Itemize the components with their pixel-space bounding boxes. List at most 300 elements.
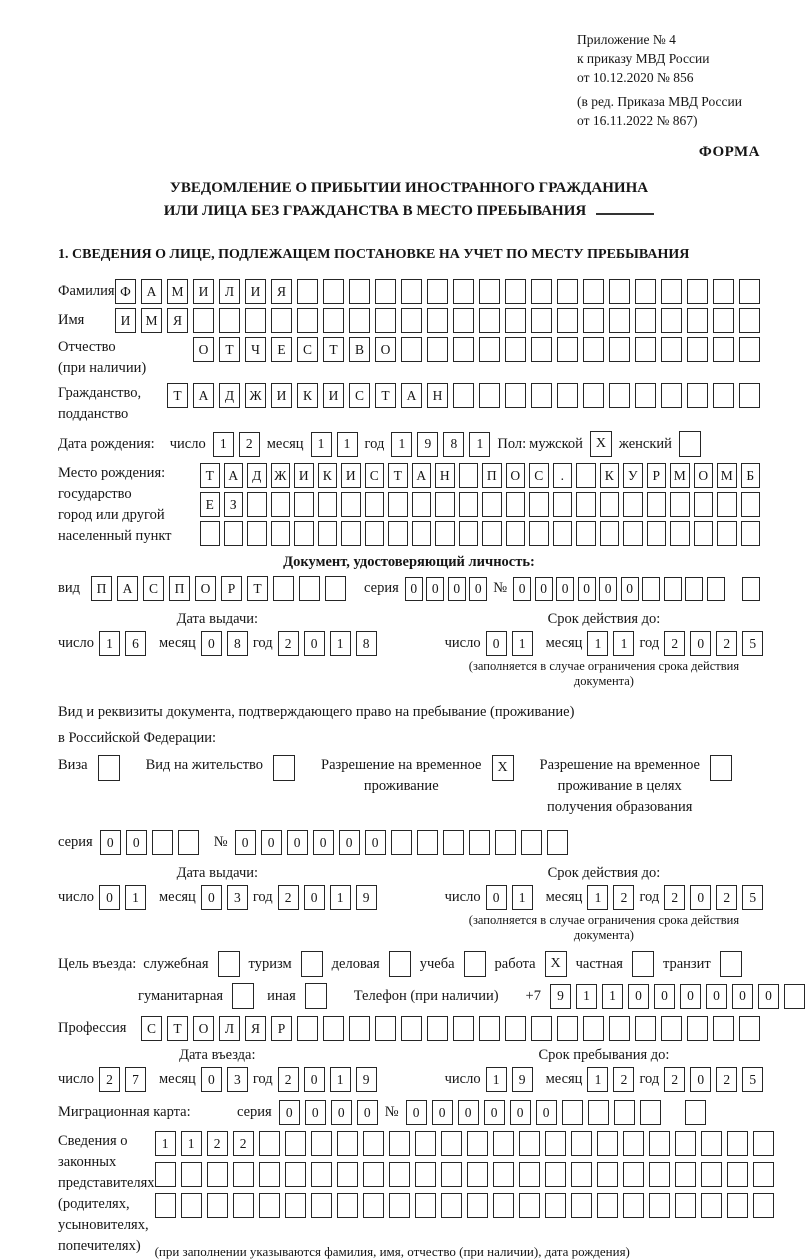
char-box[interactable] [337, 1193, 358, 1218]
char-box[interactable]: 2 [278, 885, 299, 910]
char-box[interactable]: 0 [304, 885, 325, 910]
char-box[interactable]: 0 [99, 885, 120, 910]
char-box[interactable] [365, 521, 385, 546]
char-box[interactable]: И [341, 463, 361, 488]
char-box[interactable] [661, 1016, 682, 1041]
char-box[interactable] [285, 1193, 306, 1218]
char-box[interactable]: X [590, 431, 612, 457]
char-box[interactable]: 0 [535, 577, 553, 601]
blank-underline[interactable] [596, 201, 654, 215]
char-box[interactable]: П [169, 576, 190, 601]
char-box[interactable] [727, 1131, 748, 1156]
char-box[interactable] [588, 1100, 609, 1125]
char-box[interactable] [435, 492, 455, 517]
char-box[interactable] [155, 1193, 176, 1218]
char-box[interactable] [311, 1193, 332, 1218]
char-box[interactable]: Л [219, 1016, 240, 1041]
char-box[interactable] [259, 1162, 280, 1187]
char-box[interactable] [285, 1162, 306, 1187]
char-box[interactable] [427, 337, 448, 362]
char-box[interactable]: К [318, 463, 338, 488]
char-box[interactable] [635, 1016, 656, 1041]
char-box[interactable] [341, 492, 361, 517]
char-box[interactable]: Я [271, 279, 292, 304]
char-box[interactable]: 0 [448, 577, 466, 601]
char-box[interactable] [661, 383, 682, 408]
char-box[interactable]: 0 [513, 577, 531, 601]
char-box[interactable] [739, 279, 760, 304]
char-box[interactable] [412, 492, 432, 517]
char-box[interactable]: Т [167, 1016, 188, 1041]
char-box[interactable]: 1 [99, 631, 120, 656]
char-box[interactable] [529, 521, 549, 546]
char-box[interactable]: 2 [716, 631, 737, 656]
char-box[interactable] [571, 1193, 592, 1218]
char-box[interactable]: И [323, 383, 344, 408]
char-box[interactable] [443, 830, 464, 855]
char-box[interactable]: 3 [227, 885, 248, 910]
char-box[interactable] [311, 1162, 332, 1187]
char-box[interactable]: 0 [680, 984, 701, 1009]
char-box[interactable] [670, 521, 690, 546]
char-box[interactable]: 1 [602, 984, 623, 1009]
char-box[interactable] [415, 1162, 436, 1187]
char-box[interactable] [576, 463, 596, 488]
char-box[interactable]: 0 [406, 1100, 427, 1125]
char-box[interactable] [632, 951, 654, 977]
char-box[interactable]: 0 [654, 984, 675, 1009]
char-box[interactable]: 1 [330, 631, 351, 656]
char-box[interactable]: 2 [278, 1067, 299, 1092]
char-box[interactable]: 0 [201, 1067, 222, 1092]
char-box[interactable]: Т [219, 337, 240, 362]
char-box[interactable] [219, 308, 240, 333]
char-box[interactable]: А [193, 383, 214, 408]
char-box[interactable] [571, 1131, 592, 1156]
char-box[interactable]: Т [375, 383, 396, 408]
char-box[interactable] [469, 830, 490, 855]
char-box[interactable]: О [506, 463, 526, 488]
char-box[interactable]: И [115, 308, 136, 333]
char-box[interactable] [259, 1131, 280, 1156]
char-box[interactable]: О [694, 463, 714, 488]
char-box[interactable] [401, 279, 422, 304]
char-box[interactable] [710, 755, 732, 781]
char-box[interactable] [415, 1131, 436, 1156]
char-box[interactable]: 0 [100, 830, 121, 855]
char-box[interactable] [323, 308, 344, 333]
char-box[interactable]: Ж [271, 463, 291, 488]
char-box[interactable] [318, 492, 338, 517]
char-box[interactable] [597, 1131, 618, 1156]
char-box[interactable] [467, 1131, 488, 1156]
char-box[interactable] [453, 383, 474, 408]
char-box[interactable] [482, 492, 502, 517]
char-box[interactable]: 7 [125, 1067, 146, 1092]
char-box[interactable] [642, 577, 660, 601]
char-box[interactable] [720, 951, 742, 977]
char-box[interactable]: О [193, 337, 214, 362]
char-box[interactable] [557, 279, 578, 304]
char-box[interactable] [519, 1131, 540, 1156]
char-box[interactable] [600, 492, 620, 517]
char-box[interactable]: Я [167, 308, 188, 333]
char-box[interactable]: С [297, 337, 318, 362]
char-box[interactable] [299, 576, 320, 601]
char-box[interactable]: 0 [599, 577, 617, 601]
char-box[interactable] [467, 1162, 488, 1187]
char-box[interactable]: 0 [339, 830, 360, 855]
char-box[interactable]: 0 [126, 830, 147, 855]
char-box[interactable] [459, 463, 479, 488]
char-box[interactable]: А [141, 279, 162, 304]
char-box[interactable]: 0 [621, 577, 639, 601]
char-box[interactable] [640, 1100, 661, 1125]
char-box[interactable] [739, 308, 760, 333]
char-box[interactable]: О [195, 576, 216, 601]
char-box[interactable] [193, 308, 214, 333]
char-box[interactable] [218, 951, 240, 977]
char-box[interactable]: С [349, 383, 370, 408]
char-box[interactable] [519, 1162, 540, 1187]
char-box[interactable]: 2 [664, 885, 685, 910]
char-box[interactable]: О [193, 1016, 214, 1041]
char-box[interactable]: 1 [391, 432, 412, 457]
char-box[interactable] [341, 521, 361, 546]
char-box[interactable] [479, 337, 500, 362]
char-box[interactable]: 0 [313, 830, 334, 855]
char-box[interactable]: 0 [426, 577, 444, 601]
char-box[interactable]: Т [323, 337, 344, 362]
char-box[interactable] [224, 521, 244, 546]
char-box[interactable] [545, 1162, 566, 1187]
char-box[interactable]: 0 [556, 577, 574, 601]
char-box[interactable]: 1 [587, 1067, 608, 1092]
char-box[interactable] [713, 337, 734, 362]
char-box[interactable] [649, 1131, 670, 1156]
char-box[interactable] [349, 308, 370, 333]
char-box[interactable] [647, 521, 667, 546]
char-box[interactable] [727, 1162, 748, 1187]
char-box[interactable] [661, 279, 682, 304]
char-box[interactable] [427, 279, 448, 304]
char-box[interactable]: 9 [417, 432, 438, 457]
char-box[interactable] [529, 492, 549, 517]
char-box[interactable] [389, 1193, 410, 1218]
char-box[interactable]: X [492, 755, 514, 781]
char-box[interactable]: Н [427, 383, 448, 408]
char-box[interactable] [323, 1016, 344, 1041]
char-box[interactable] [597, 1193, 618, 1218]
char-box[interactable]: С [141, 1016, 162, 1041]
char-box[interactable] [349, 1016, 370, 1041]
char-box[interactable] [435, 521, 455, 546]
char-box[interactable]: 5 [742, 885, 763, 910]
char-box[interactable] [623, 492, 643, 517]
char-box[interactable] [741, 492, 761, 517]
char-box[interactable]: 0 [628, 984, 649, 1009]
char-box[interactable] [553, 521, 573, 546]
char-box[interactable]: Л [219, 279, 240, 304]
char-box[interactable]: П [482, 463, 502, 488]
char-box[interactable] [98, 755, 120, 781]
char-box[interactable]: Р [271, 1016, 292, 1041]
char-box[interactable] [479, 308, 500, 333]
char-box[interactable]: 2 [239, 432, 260, 457]
char-box[interactable] [271, 492, 291, 517]
char-box[interactable]: 0 [578, 577, 596, 601]
char-box[interactable]: 0 [432, 1100, 453, 1125]
char-box[interactable] [232, 983, 254, 1009]
char-box[interactable]: 1 [486, 1067, 507, 1092]
char-box[interactable]: 0 [201, 885, 222, 910]
char-box[interactable] [609, 308, 630, 333]
char-box[interactable] [155, 1162, 176, 1187]
char-box[interactable]: Т [388, 463, 408, 488]
char-box[interactable] [415, 1193, 436, 1218]
char-box[interactable]: 0 [536, 1100, 557, 1125]
char-box[interactable] [178, 830, 199, 855]
char-box[interactable] [664, 577, 682, 601]
char-box[interactable] [753, 1162, 774, 1187]
char-box[interactable] [670, 492, 690, 517]
char-box[interactable]: 9 [356, 1067, 377, 1092]
char-box[interactable] [701, 1131, 722, 1156]
char-box[interactable] [459, 492, 479, 517]
char-box[interactable]: 1 [613, 631, 634, 656]
char-box[interactable] [482, 521, 502, 546]
char-box[interactable]: И [193, 279, 214, 304]
char-box[interactable] [181, 1193, 202, 1218]
char-box[interactable]: 2 [99, 1067, 120, 1092]
char-box[interactable] [453, 308, 474, 333]
char-box[interactable] [753, 1193, 774, 1218]
char-box[interactable]: 1 [587, 631, 608, 656]
char-box[interactable]: Д [247, 463, 267, 488]
char-box[interactable] [675, 1162, 696, 1187]
char-box[interactable] [649, 1162, 670, 1187]
char-box[interactable] [479, 279, 500, 304]
char-box[interactable] [623, 1162, 644, 1187]
char-box[interactable]: 1 [330, 885, 351, 910]
char-box[interactable] [675, 1131, 696, 1156]
char-box[interactable]: 0 [469, 577, 487, 601]
char-box[interactable] [505, 337, 526, 362]
char-box[interactable]: 0 [201, 631, 222, 656]
char-box[interactable] [401, 308, 422, 333]
char-box[interactable] [713, 1016, 734, 1041]
char-box[interactable] [305, 983, 327, 1009]
char-box[interactable] [427, 308, 448, 333]
char-box[interactable] [576, 492, 596, 517]
char-box[interactable]: 1 [337, 432, 358, 457]
char-box[interactable] [259, 1193, 280, 1218]
char-box[interactable] [687, 337, 708, 362]
char-box[interactable] [363, 1162, 384, 1187]
char-box[interactable] [323, 279, 344, 304]
char-box[interactable] [388, 492, 408, 517]
char-box[interactable] [271, 308, 292, 333]
char-box[interactable]: 1 [213, 432, 234, 457]
char-box[interactable] [609, 337, 630, 362]
char-box[interactable] [583, 308, 604, 333]
char-box[interactable]: 1 [181, 1131, 202, 1156]
char-box[interactable]: 8 [356, 631, 377, 656]
char-box[interactable]: А [401, 383, 422, 408]
char-box[interactable] [505, 308, 526, 333]
char-box[interactable] [557, 1016, 578, 1041]
char-box[interactable] [742, 577, 760, 601]
char-box[interactable]: Е [200, 492, 220, 517]
char-box[interactable]: 2 [664, 1067, 685, 1092]
char-box[interactable] [647, 492, 667, 517]
char-box[interactable]: О [375, 337, 396, 362]
char-box[interactable] [741, 521, 761, 546]
char-box[interactable]: 0 [357, 1100, 378, 1125]
char-box[interactable] [441, 1193, 462, 1218]
char-box[interactable] [391, 830, 412, 855]
char-box[interactable] [207, 1193, 228, 1218]
char-box[interactable]: . [553, 463, 573, 488]
char-box[interactable] [325, 576, 346, 601]
char-box[interactable] [583, 337, 604, 362]
char-box[interactable] [297, 1016, 318, 1041]
char-box[interactable]: 0 [405, 577, 423, 601]
char-box[interactable] [247, 521, 267, 546]
char-box[interactable] [687, 279, 708, 304]
char-box[interactable]: 0 [706, 984, 727, 1009]
char-box[interactable] [375, 1016, 396, 1041]
char-box[interactable]: 0 [365, 830, 386, 855]
char-box[interactable] [363, 1131, 384, 1156]
char-box[interactable]: 5 [742, 1067, 763, 1092]
char-box[interactable]: 9 [550, 984, 571, 1009]
char-box[interactable] [571, 1162, 592, 1187]
char-box[interactable] [576, 521, 596, 546]
char-box[interactable] [441, 1131, 462, 1156]
char-box[interactable]: 0 [304, 1067, 325, 1092]
char-box[interactable]: 0 [732, 984, 753, 1009]
char-box[interactable] [152, 830, 173, 855]
char-box[interactable] [545, 1193, 566, 1218]
char-box[interactable]: 2 [233, 1131, 254, 1156]
char-box[interactable]: 8 [227, 631, 248, 656]
char-box[interactable] [694, 521, 714, 546]
char-box[interactable] [401, 337, 422, 362]
char-box[interactable]: Е [271, 337, 292, 362]
char-box[interactable] [597, 1162, 618, 1187]
char-box[interactable] [701, 1193, 722, 1218]
char-box[interactable] [739, 337, 760, 362]
char-box[interactable]: 9 [356, 885, 377, 910]
char-box[interactable]: Н [435, 463, 455, 488]
char-box[interactable]: А [117, 576, 138, 601]
char-box[interactable]: Б [741, 463, 761, 488]
char-box[interactable]: 0 [758, 984, 779, 1009]
char-box[interactable] [635, 337, 656, 362]
char-box[interactable] [547, 830, 568, 855]
char-box[interactable]: У [623, 463, 643, 488]
char-box[interactable] [623, 1193, 644, 1218]
char-box[interactable] [661, 308, 682, 333]
char-box[interactable] [297, 308, 318, 333]
char-box[interactable] [506, 492, 526, 517]
char-box[interactable]: 0 [690, 1067, 711, 1092]
char-box[interactable] [493, 1131, 514, 1156]
char-box[interactable]: К [297, 383, 318, 408]
char-box[interactable]: П [91, 576, 112, 601]
char-box[interactable] [273, 576, 294, 601]
char-box[interactable] [713, 308, 734, 333]
char-box[interactable] [713, 279, 734, 304]
char-box[interactable]: 9 [512, 1067, 533, 1092]
char-box[interactable] [247, 492, 267, 517]
char-box[interactable] [531, 308, 552, 333]
char-box[interactable]: 0 [690, 885, 711, 910]
char-box[interactable] [245, 308, 266, 333]
char-box[interactable] [531, 383, 552, 408]
char-box[interactable] [562, 1100, 583, 1125]
char-box[interactable] [649, 1193, 670, 1218]
char-box[interactable] [467, 1193, 488, 1218]
char-box[interactable] [505, 383, 526, 408]
char-box[interactable]: 5 [742, 631, 763, 656]
char-box[interactable]: Р [221, 576, 242, 601]
char-box[interactable]: 0 [331, 1100, 352, 1125]
char-box[interactable] [285, 1131, 306, 1156]
char-box[interactable] [297, 279, 318, 304]
char-box[interactable] [479, 1016, 500, 1041]
char-box[interactable] [233, 1193, 254, 1218]
char-box[interactable]: 1 [469, 432, 490, 457]
char-box[interactable]: Д [219, 383, 240, 408]
char-box[interactable]: 1 [512, 631, 533, 656]
char-box[interactable] [685, 577, 703, 601]
char-box[interactable]: 0 [287, 830, 308, 855]
char-box[interactable]: И [294, 463, 314, 488]
char-box[interactable] [389, 1131, 410, 1156]
char-box[interactable]: Ф [115, 279, 136, 304]
char-box[interactable] [707, 577, 725, 601]
char-box[interactable]: В [349, 337, 370, 362]
char-box[interactable]: 2 [207, 1131, 228, 1156]
char-box[interactable] [459, 521, 479, 546]
char-box[interactable] [784, 984, 805, 1009]
char-box[interactable] [389, 951, 411, 977]
char-box[interactable]: 1 [125, 885, 146, 910]
char-box[interactable] [365, 492, 385, 517]
char-box[interactable] [388, 521, 408, 546]
char-box[interactable] [495, 830, 516, 855]
char-box[interactable] [557, 337, 578, 362]
char-box[interactable]: 8 [443, 432, 464, 457]
char-box[interactable]: Р [647, 463, 667, 488]
char-box[interactable] [553, 492, 573, 517]
char-box[interactable] [609, 1016, 630, 1041]
char-box[interactable]: 0 [235, 830, 256, 855]
char-box[interactable]: С [365, 463, 385, 488]
char-box[interactable]: 0 [690, 631, 711, 656]
char-box[interactable] [375, 308, 396, 333]
char-box[interactable]: 2 [613, 885, 634, 910]
char-box[interactable]: 0 [484, 1100, 505, 1125]
char-box[interactable] [207, 1162, 228, 1187]
char-box[interactable] [453, 337, 474, 362]
char-box[interactable] [301, 951, 323, 977]
char-box[interactable]: Я [245, 1016, 266, 1041]
char-box[interactable] [679, 431, 701, 457]
char-box[interactable] [583, 383, 604, 408]
